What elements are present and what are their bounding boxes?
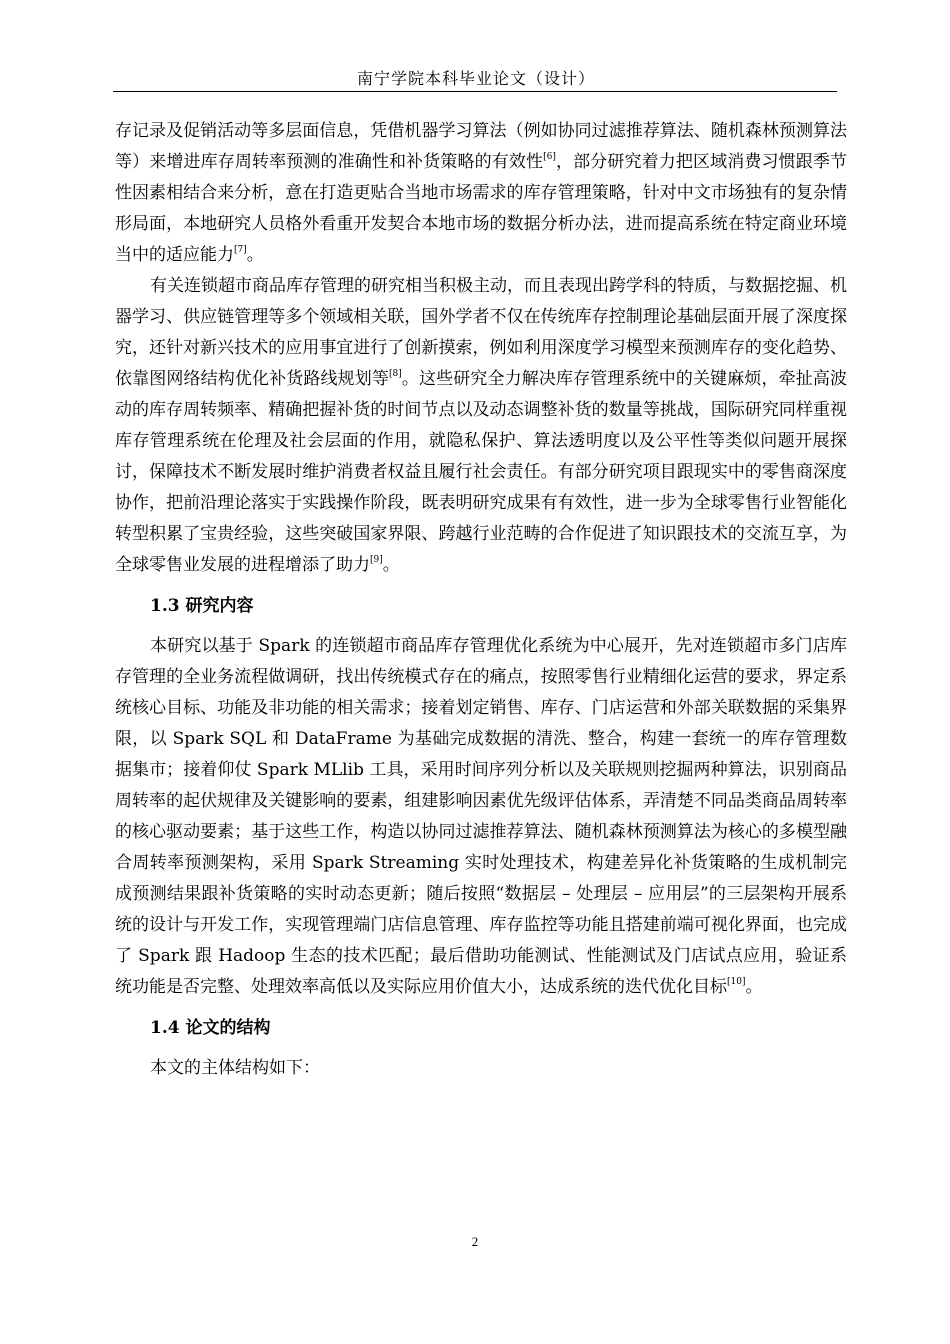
paragraph-2-text: 有关连锁超市商品库存管理的研究相当积极主动，而且表现出跨学科的特质，与数据挖掘、机器学习、供应链管理等多个领域相关联，国外学者不仅在传统库存控制理论基础层面开展了深度探究，还针对新兴技术的应用事宜进行了创新摸索，例如利用深度学习模型来预测库存的变化趋势、依靠图网络结构优化补货路线规划等 bbox=[115, 276, 847, 389]
citation-6: [6] bbox=[543, 152, 556, 162]
paragraph-3-text: 本研究以基于 Spark 的连锁超市商品库存管理优化系统为中心展开，先对连锁超市多门店库存管理的全业务流程做调研，找出传统模式存在的痛点，按照零售行业精细化运营的要求，界定系统核心目标、功能及非功能的相关需求；接着划定销售、库存、门店运营和外部关联数据的采集界限，以 Spark SQL 和 DataFrame 为基础完成数据的清洗、整合，构建一套统一的库存管理数据集市；接着仰仗 Spark MLlib 工具，采用时间序列分析以及关联规则挖掘两种算法，识别商品周转率的起伏规律及关键影响的要素，组建影响因素优先级评估体系，弄清楚不同品类商品周转率的核心驱动要素；基于这些工作，构造以协同过滤推荐算法、随机森林预测算法为核心的多模型融合周转率预测架构，采用 Spark Streaming 实时处理技术，构建差异化补货策略的生成机制完成预测结果跟补货策略的实时动态更新；随后按照“数据层 – 处理层 – 应用层”的三层架构开展系统的设计与开发工作，实现管理端门店信息管理、库存监控等功能且搭建前端可视化界面，也完成了 Spark 跟 Hadoop 生态的技术匹配；最后借助功能测试、性能测试及门店试点应用，验证系统功能是否完整、处理效率高低以及实际应用价值大小，达成系统的迭代优化目标 bbox=[115, 636, 847, 997]
citation-8: [8] bbox=[389, 369, 402, 379]
paragraph-2 bbox=[115, 271, 847, 581]
citation-9: [9] bbox=[370, 555, 383, 565]
citation-10: [10] bbox=[727, 977, 746, 987]
paragraph-1-text: 存记录及促销活动等多层面信息，凭借机器学习算法（例如协同过滤推荐算法、随机森林预测算法等）来增进库存周转率预测的准确性和补货策略的有效性 bbox=[115, 121, 847, 172]
paragraph-1-tail: 。 bbox=[246, 245, 264, 265]
paragraph-2-text-2: 。这些研究全力解决库存管理系统中的关键麻烦，牵扯高波动的库存周转频率、精确把握补货的时间节点以及动态调整补货的数量等挑战，国际研究同样重视库存管理系统在伦理及社会层面的作用，就隐私保护、算法透明度以及公平性等类似问题开展探讨，保障技术不断发展时维护消费者权益且履行社会责任。有部分研究项目跟现实中的零售商深度协作，把前沿理论落实于实践操作阶段，既表明研究成果有有效性，进一步为全球零售行业智能化转型积累了宝贵经验，这些突破国家界限、跨越行业范畴的合作促进了知识跟技术的交流互享，为全球零售业发展的进程增添了助力 bbox=[115, 369, 847, 575]
paragraph-3-tail: 。 bbox=[745, 977, 763, 997]
section-heading-1-3: 1.3 研究内容 bbox=[150, 596, 254, 616]
paragraph-4: 本文的主体结构如下： bbox=[150, 1058, 320, 1078]
paragraph-1-text-2: ，部分研究着力把区域消费习惯跟季节性因素相结合来分析，意在打造更贴合当地市场需求的库存管理策略，针对中文市场独有的复杂情形局面，本地研究人员格外看重开发契合本地市场的数据分析办法，进而提高系统在特定商业环境当中的适应能力 bbox=[115, 152, 847, 265]
page-number: 2 bbox=[471, 1234, 479, 1249]
header-rule bbox=[113, 91, 837, 92]
section-heading-1-4: 1.4 论文的结构 bbox=[150, 1018, 271, 1038]
citation-7: [7] bbox=[234, 245, 247, 255]
page-body bbox=[115, 116, 847, 1084]
paragraph-1 bbox=[115, 116, 847, 271]
paragraph-3 bbox=[115, 631, 847, 1003]
paragraph-2-tail: 。 bbox=[382, 555, 400, 575]
running-header: 南宁学院本科毕业论文（设计） bbox=[356, 69, 595, 88]
